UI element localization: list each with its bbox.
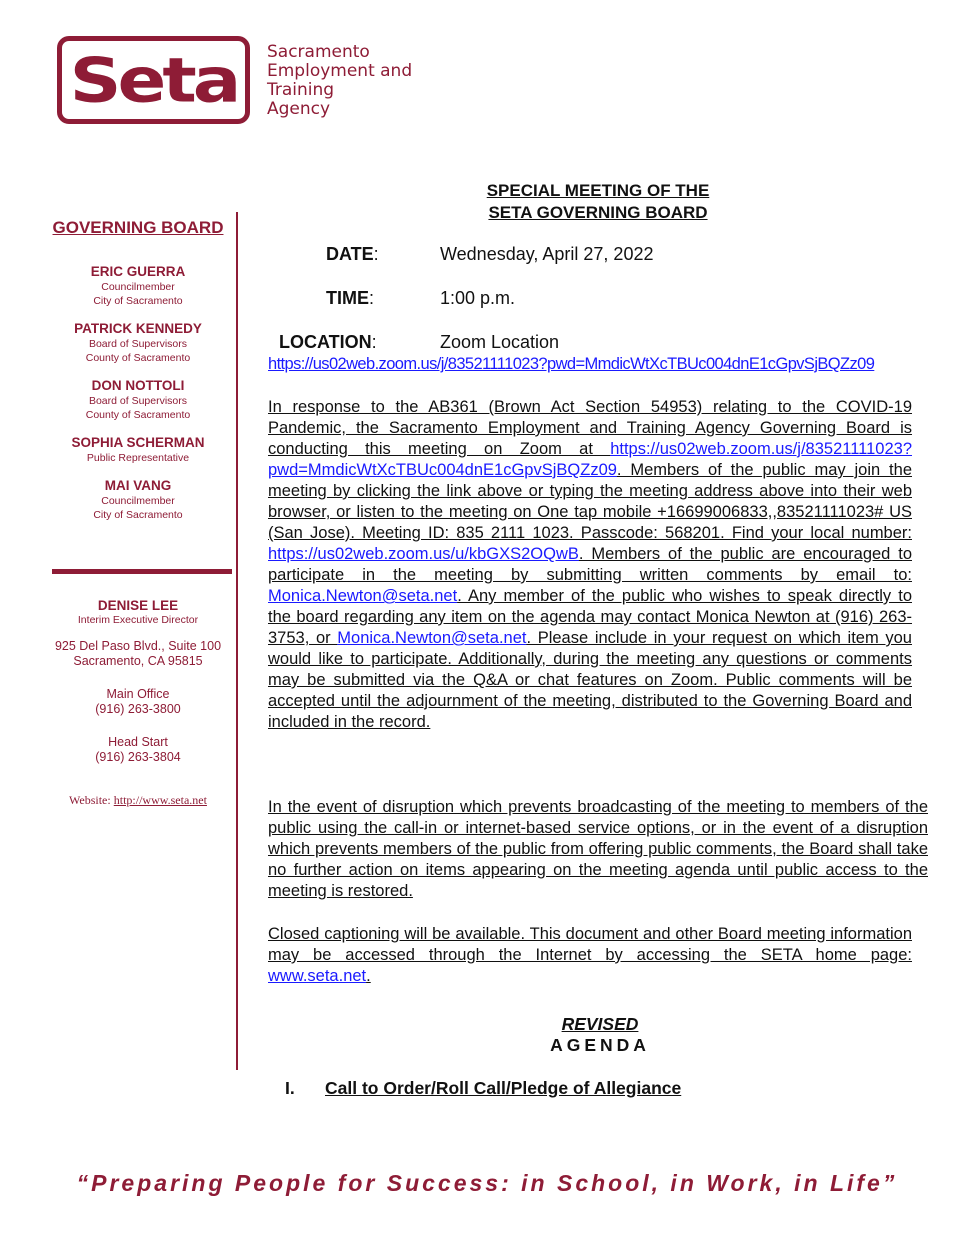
captioning-paragraph (268, 924, 912, 987)
text: . Members of the public are encouraged to participate in the meeting by submitting written comments by email to: (268, 545, 912, 584)
agenda-item (285, 1078, 681, 1099)
location-value: Zoom Location (440, 332, 560, 352)
head-start (40, 735, 236, 765)
revised-label: REVISED (561, 1014, 639, 1034)
member-role: Board of Supervisors (88, 395, 188, 407)
member-name: DON NOTTOLI (91, 378, 185, 393)
location-label: LOCATION (279, 332, 372, 352)
member-name: ERIC GUERRA (90, 264, 186, 279)
member-role: County of Sacramento (85, 352, 191, 364)
address-line: 925 Del Paso Blvd., Suite 100 (54, 639, 222, 653)
board-member (40, 435, 236, 465)
text: . Members of the public may join the meeting by clicking the link above or typing the meeting address above into their web browser, or listen to the meeting on One tap mobile +16699006833,,83521111023# US (San Jose). Meeting ID: 835 2111 1023. Passcode: 568201. Find your local number: (268, 461, 912, 542)
agenda-title: AGENDA (550, 1035, 650, 1055)
agency-line: Employment and (267, 61, 413, 81)
zoom-link-inline[interactable]: https://us02web.zoom.us/j/83521111023?pwd=MmdicWtXcTBUc004dnE1cGpvSjBQZz09 (268, 440, 912, 479)
text: . Please include in your request on which item you would like to participate. Additionally, during the meeting any questions or comments may be submitted via the Q&A or chat features on Zoom. Public comments will be accepted until the adjournment of the meeting, distributed to the Governing Board and included in the record. (268, 629, 912, 731)
board-member (40, 321, 236, 365)
agenda-heading (500, 1014, 700, 1056)
colon: : (373, 244, 379, 264)
address (40, 639, 236, 669)
sidebar-vertical-rule (236, 212, 238, 1070)
seta-home-link[interactable]: www.seta.net (268, 967, 367, 985)
main-office (40, 687, 236, 717)
board-member (40, 378, 236, 422)
agency-contact-info (40, 598, 236, 808)
governing-board-sidebar (40, 218, 236, 535)
member-name: MAI VANG (104, 478, 172, 493)
email-link[interactable]: Monica.Newton@seta.net (268, 587, 458, 605)
agency-name (267, 43, 427, 119)
website (40, 793, 236, 808)
agency-line: Training (267, 80, 335, 100)
text: . (366, 967, 371, 985)
local-number-link[interactable]: https://us02web.zoom.us/u/kbGXS2OQwB (268, 545, 579, 563)
seta-logo (57, 36, 250, 124)
meeting-title-line: SETA GOVERNING BOARD (488, 203, 708, 222)
meeting-title-line: SPECIAL MEETING OF THE (486, 181, 710, 200)
member-role: Board of Supervisors (88, 338, 188, 350)
covid-notice-paragraph (268, 397, 912, 733)
meeting-title (398, 180, 798, 224)
website-label: Website: (69, 793, 114, 807)
agency-line: Sacramento (267, 42, 370, 62)
member-role: Public Representative (86, 452, 190, 464)
email-link[interactable]: Monica.Newton@seta.net (337, 629, 527, 647)
agenda-item-number: I. (285, 1078, 295, 1098)
text: . Any member of the public who wishes to speak directly to the board regarding any item on the agenda may contact Monica Newton at (916) 263-3753, or (268, 587, 912, 647)
sidebar-divider (52, 569, 232, 574)
agenda-item-text: Call to Order/Roll Call/Pledge of Allegiance (325, 1078, 682, 1098)
member-role: Councilmember (101, 495, 175, 507)
text: In response to the AB361 (Brown Act Section 54953) relating to the COVID-19 Pandemic, the Sacramento Employment and Training Agency Governing Board is conducting this meeting on Zoom at (268, 398, 912, 458)
governing-board-heading: GOVERNING BOARD (52, 218, 224, 237)
disruption-paragraph: In the event of disruption which prevents broadcasting of the meeting to members of the public using the call-in or internet-based service options, or in the event of a disruption which prevents members of the public from offering public comments, the Board shall take no further action on items appearing on the meeting agenda until public access to the meeting is restored. (268, 798, 928, 900)
main-office-phone: (916) 263-3800 (95, 702, 181, 716)
location-row (279, 332, 377, 353)
main-office-label: Main Office (106, 687, 170, 701)
website-link[interactable]: http://www.seta.net (113, 793, 207, 807)
executive-role: Interim Executive Director (77, 614, 199, 626)
agency-line: Agency (267, 99, 331, 119)
time-value: 1:00 p.m. (440, 288, 516, 308)
time-label: TIME (326, 288, 369, 308)
colon: : (371, 332, 377, 352)
head-start-phone: (916) 263-3804 (95, 750, 181, 764)
date-row (326, 244, 379, 265)
member-name: PATRICK KENNEDY (74, 321, 202, 336)
address-line: Sacramento, CA 95815 (73, 654, 203, 668)
member-role: Councilmember (101, 281, 175, 293)
member-role: County of Sacramento (85, 409, 191, 421)
footer-slogan: “Preparing People for Success: in School, in Work, in Life” (76, 1170, 898, 1196)
member-role: City of Sacramento (93, 509, 183, 521)
member-name: SOPHIA SCHERMAN (71, 435, 205, 450)
text: Closed captioning will be available. This document and other Board meeting information may be accessed through the Internet by accessing the SETA home page: (268, 925, 912, 964)
time-row (326, 288, 374, 309)
date-label: DATE (326, 244, 374, 264)
logo-wordmark: Seta (69, 44, 238, 116)
zoom-meeting-link[interactable]: https://us02web.zoom.us/j/83521111023?pwd=MmdicWtXcTBUc004dnE1cGpvSjBQZz09 (268, 355, 875, 373)
executive-name: DENISE LEE (97, 598, 179, 613)
colon: : (369, 288, 375, 308)
date-value: Wednesday, April 27, 2022 (440, 244, 654, 264)
board-member (40, 264, 236, 308)
head-start-label: Head Start (108, 735, 168, 749)
board-member (40, 478, 236, 522)
member-role: City of Sacramento (93, 295, 183, 307)
